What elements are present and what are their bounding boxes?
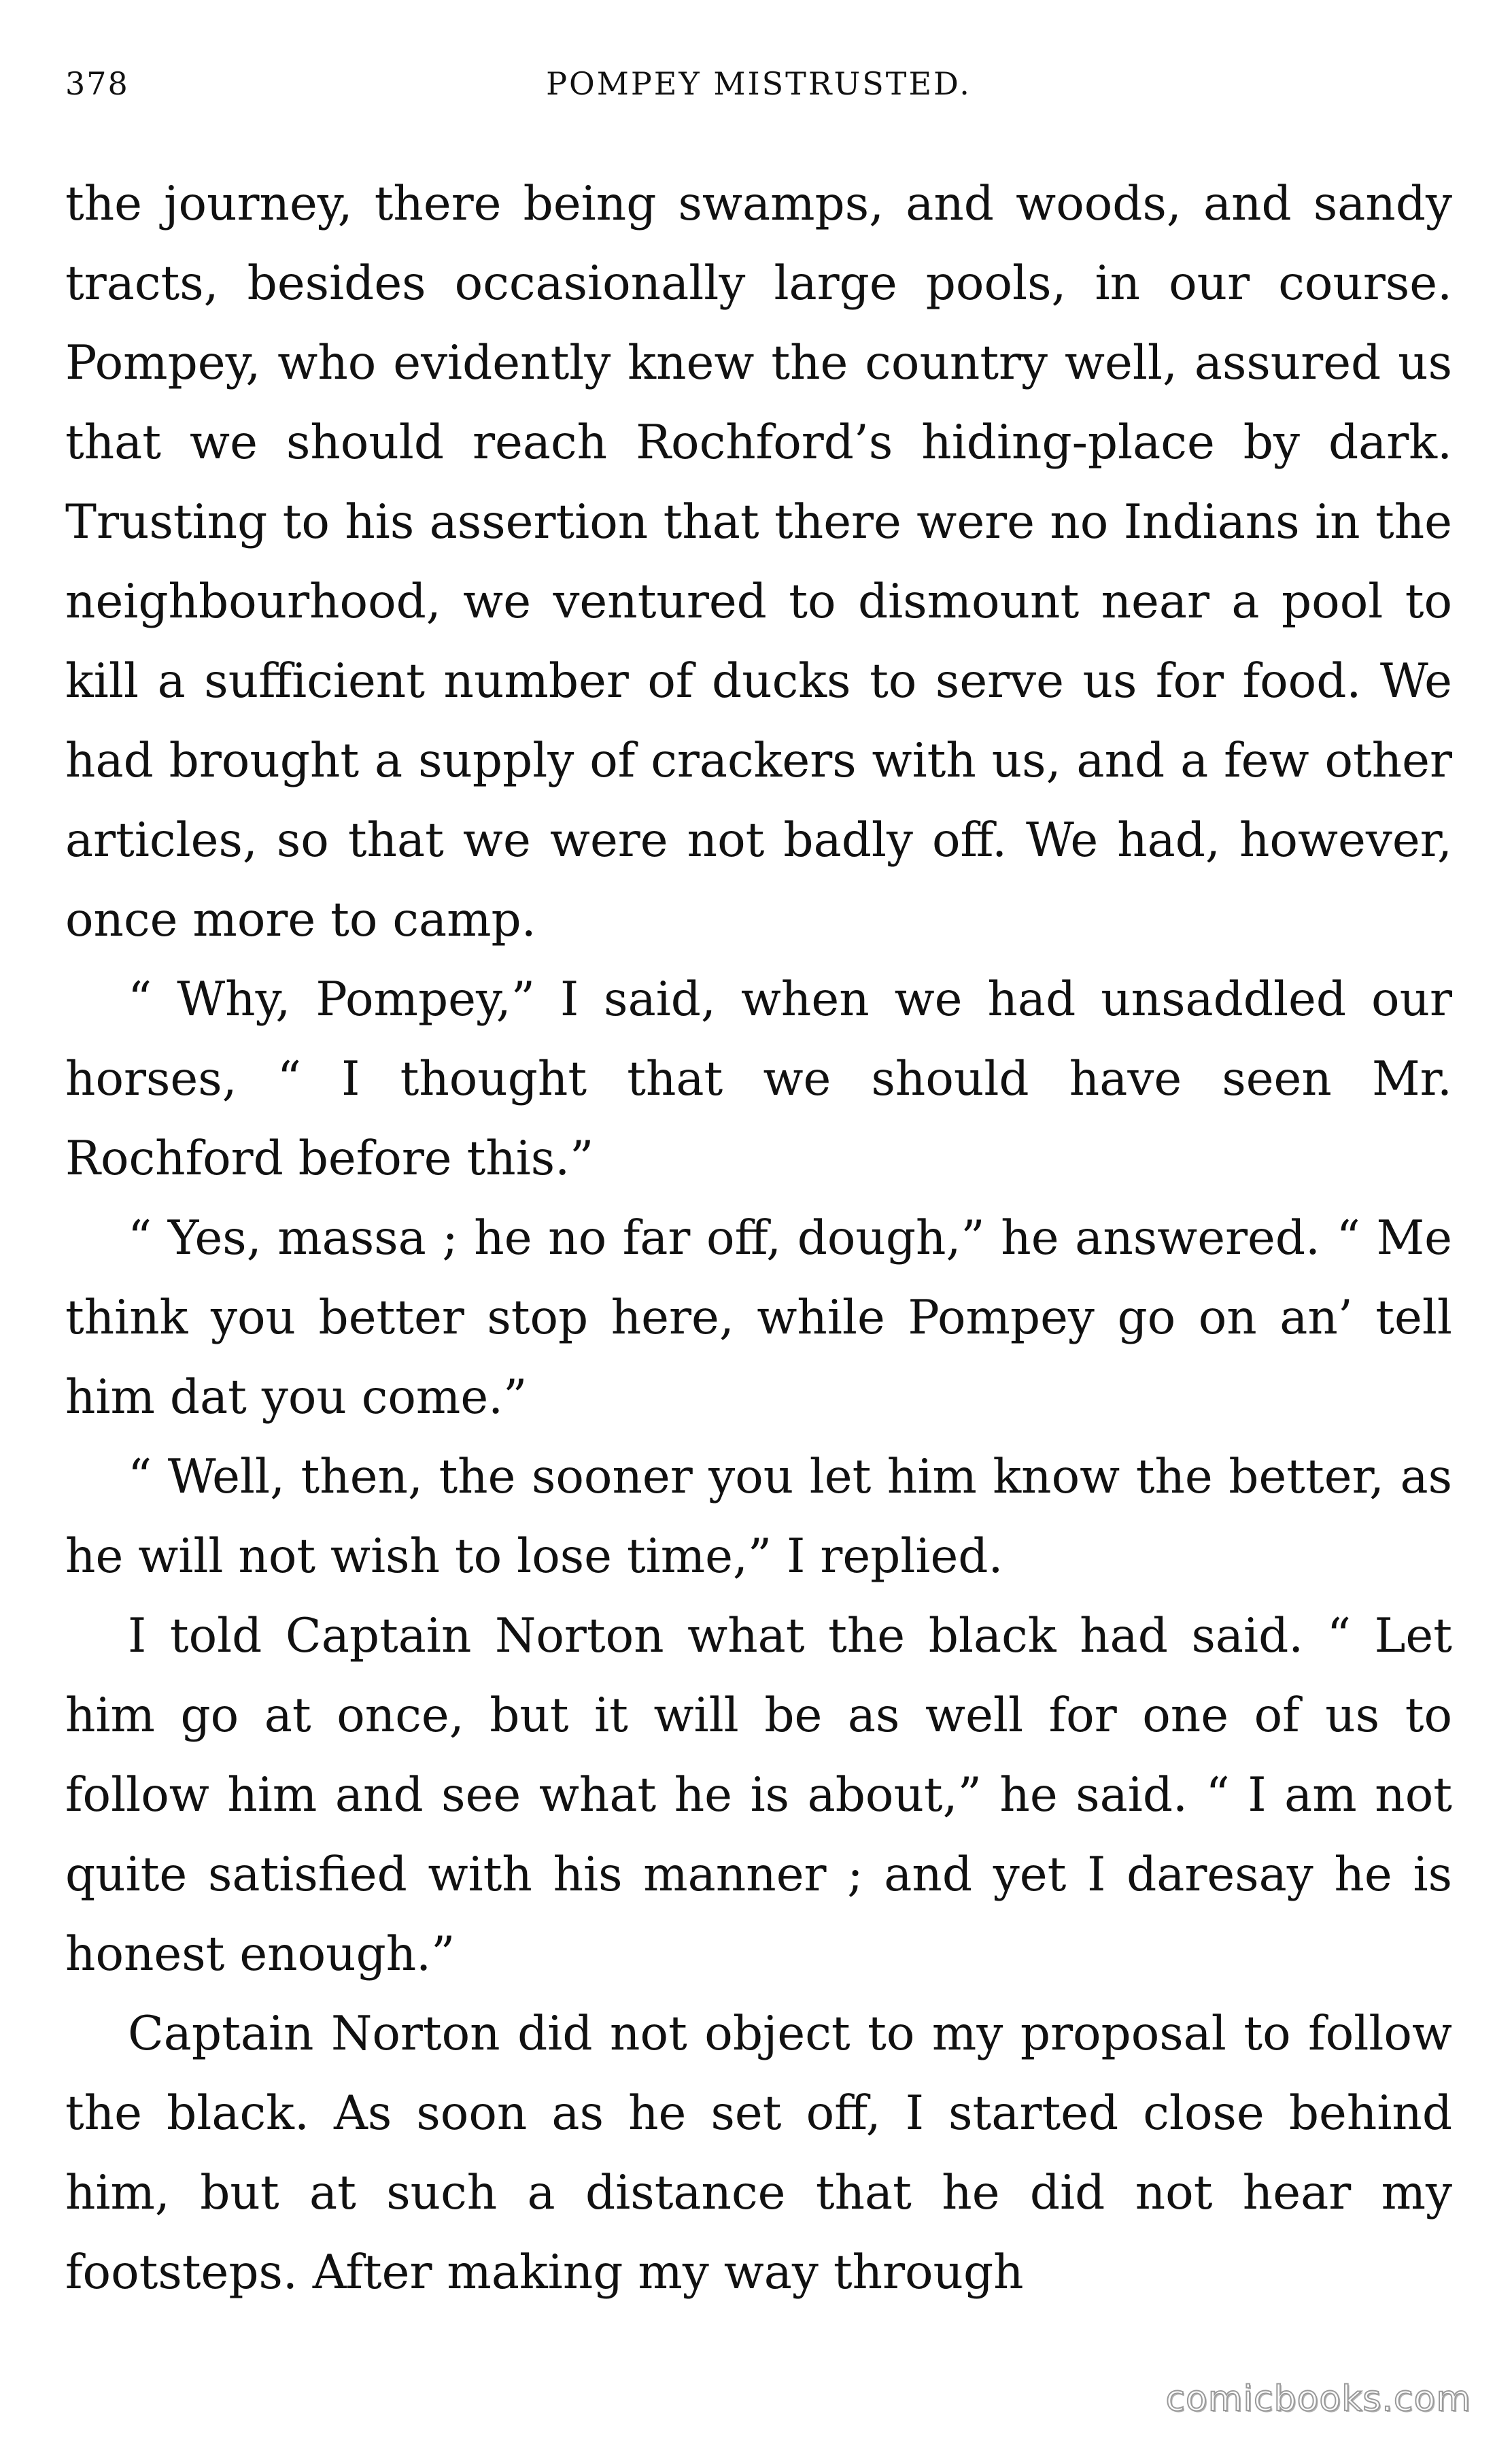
body-text xyxy=(65,165,1452,2313)
paragraph: “ Yes, massa ; he no far off, dough,” he answered. “ Me think you better stop here, while Pompey go on an’ tell him dat you come.” xyxy=(65,1211,1452,1425)
paragraph-continued: the journey, there being swamps, and woods, and sandy tracts, besides occasionally large pools, in our course. Pompey, who evidently knew the country well, assured us that we should reach Rochford’s hiding-place by dark. Trusting to his assertion that there were no Indians in the neighbourhood, we ventured to dismount near a pool to kill a sufficient number of ducks to serve us for food. We had brought a supply of crackers with us, and a few other articles, so that we were not badly off. We had, however, once more to camp. xyxy=(65,177,1452,947)
paragraph: “ Well, then, the sooner you let him know the better, as he will not wish to lose time,” I replied. xyxy=(65,1450,1452,1584)
watermark: comicbooks.com xyxy=(1165,2379,1471,2419)
paragraph: I told Captain Norton what the black had said. “ Let him go at once, but it will be as well for one of us to follow him and see what he is about,” he said. “ I am not quite satisfied with his manner ; and yet I daresay he is honest enough.” xyxy=(65,1609,1452,1982)
running-head xyxy=(65,60,1452,107)
paragraph: Captain Norton did not object to my proposal to follow the black. As soon as he set off, I started close behind him, but at such a distance that he did not hear my footsteps. After making my way through xyxy=(65,2007,1452,2300)
running-title: POMPEY MISTRUSTED. xyxy=(546,65,972,102)
paragraph: “ Why, Pompey,” I said, when we had unsaddled our horses, “ I thought that we should have seen Mr. Rochford before this.” xyxy=(65,972,1452,1186)
page-number: 378 xyxy=(65,65,129,102)
